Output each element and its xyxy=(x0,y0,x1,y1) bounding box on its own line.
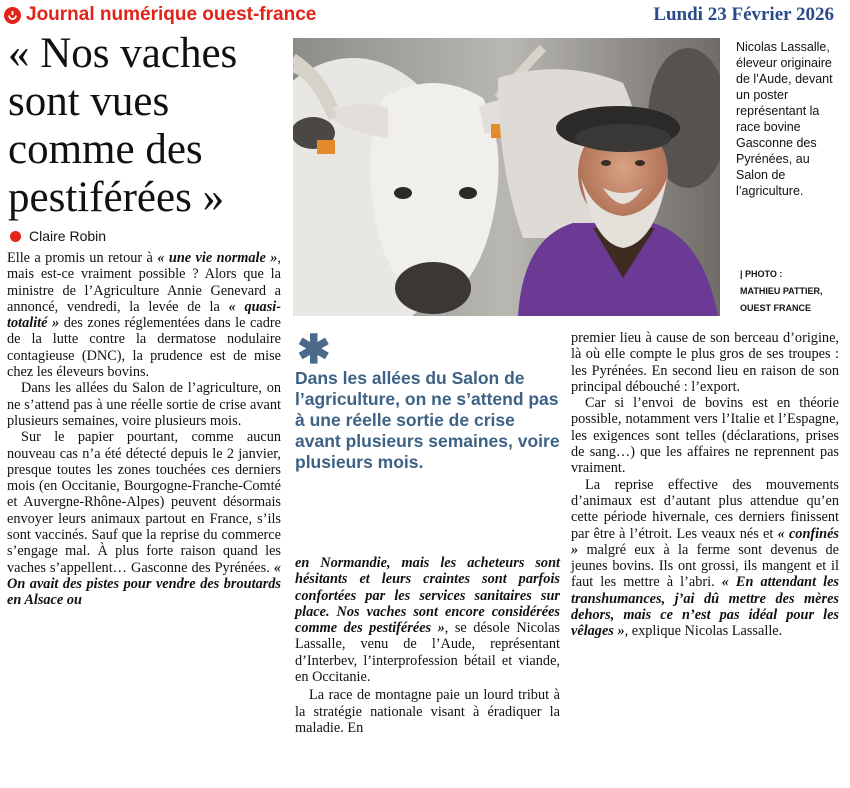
issue-date: Lundi 23 Février 2026 xyxy=(653,4,834,25)
pull-quote: Dans les allées du Salon de l’agriculture, on ne s’attend pas à une réelle sortie de crise avant plusieurs semaines, voire plusieurs mois. xyxy=(295,368,560,472)
article-column-1 xyxy=(7,250,281,609)
headline: « Nos vaches sont vues comme des pestiférées » xyxy=(8,30,238,221)
article-column-2 xyxy=(295,555,560,736)
ouest-france-logo-icon xyxy=(4,7,21,24)
photo-caption: Nicolas Lassalle, éleveur originaire de l’Aude, devant un poster représentant la race bovine Gasconne des Pyrénées, au Salon de l’agriculture. xyxy=(736,40,833,198)
paragraph: en Normandie, mais les acheteurs sont hésitants et leurs craintes sont parfois confortées par les services sanitaires sur place. Nos vaches sont encore considérées comme des pestiférées », se désole Nicolas Lassalle, venu de l’Aude, représentant d’Interbev, l’interprofession bétail et viande, en Occitanie. xyxy=(295,555,560,686)
author-bullet-icon xyxy=(10,231,21,242)
paragraph: Sur le papier pourtant, comme aucun nouveau cas n’a été détecté depuis le 2 janvier, presque toutes les zones touchées ces derniers mois (en Occitanie, Bourgogne-Franche-Comté et Auvergne-Rhône-Alpes) peuvent désormais envoyer leurs animaux partout en France, s’ils sont vaccinés. Sauf que la reprise du commerce s’engage mal. À plus forte raison quand les vaches s’appellent… Gasconne des Pyrénées. « On avait des pistes pour vendre des broutards en Alsace ou xyxy=(7,429,281,609)
article-column-3 xyxy=(571,330,839,640)
paragraph: La race de montagne paie un lourd tribut à la stratégie nationale visant à éradiquer la maladie. En xyxy=(295,687,560,736)
author-line xyxy=(10,228,106,244)
paragraph: premier lieu à cause de son berceau d’origine, là où elle compte le plus gros de ses troupes : les Pyrénées. En second lieu en raison de son principal débouché : l’export. xyxy=(571,330,839,395)
author-name: Claire Robin xyxy=(29,228,107,244)
article-photo xyxy=(293,38,720,316)
paragraph: Car si l’envoi de bovins est en théorie possible, notamment vers l’Italie et l’Espagne, les exigences sont telles (déclarations, prises de sang…) que les affaires ne reprennent pas vraiment. xyxy=(571,395,839,477)
paragraph: La reprise effective des mouvements d’animaux est d’autant plus attendue qu’en cette période hivernale, ces derniers finissent par être à l’étroit. Les veaux nés et « confinés » malgré eux à la ferme sont devenus de jeunes bovins. Ils ont grossi, ils mangent et il faut les mettre à l’abri. « En attendant les transhumances, j’ai dû mettre des mères dehors, mais ce n’est pas idéal pour les vêlages », explique Nicolas Lassalle. xyxy=(571,476,839,640)
photo-credit: | PHOTO : MATHIEU PATTIER, OUEST FRANCE xyxy=(740,269,823,313)
paragraph: Elle a promis un retour à « une vie normale », mais est-ce vraiment possible ? Alors que la ministre de l’Agriculture Annie Genevard a annoncé, vendredi, la levée de la « quasi-totalité » des zones réglementées dans le cadre de la lutte contre la dermatose nodulaire contagieuse (DNC), la prudence est de mise chez les éleveurs bovins. xyxy=(7,250,281,381)
cows-and-farmer-photo xyxy=(293,38,720,316)
publication-header xyxy=(4,4,316,26)
asterisk-icon: ✱ xyxy=(297,328,331,372)
paragraph: Dans les allées du Salon de l’agriculture, on ne s’attend pas à une réelle sortie de crise avant plusieurs semaines, voire plusieurs mois. xyxy=(7,380,281,429)
publication-title: Journal numérique ouest-france xyxy=(26,4,317,25)
